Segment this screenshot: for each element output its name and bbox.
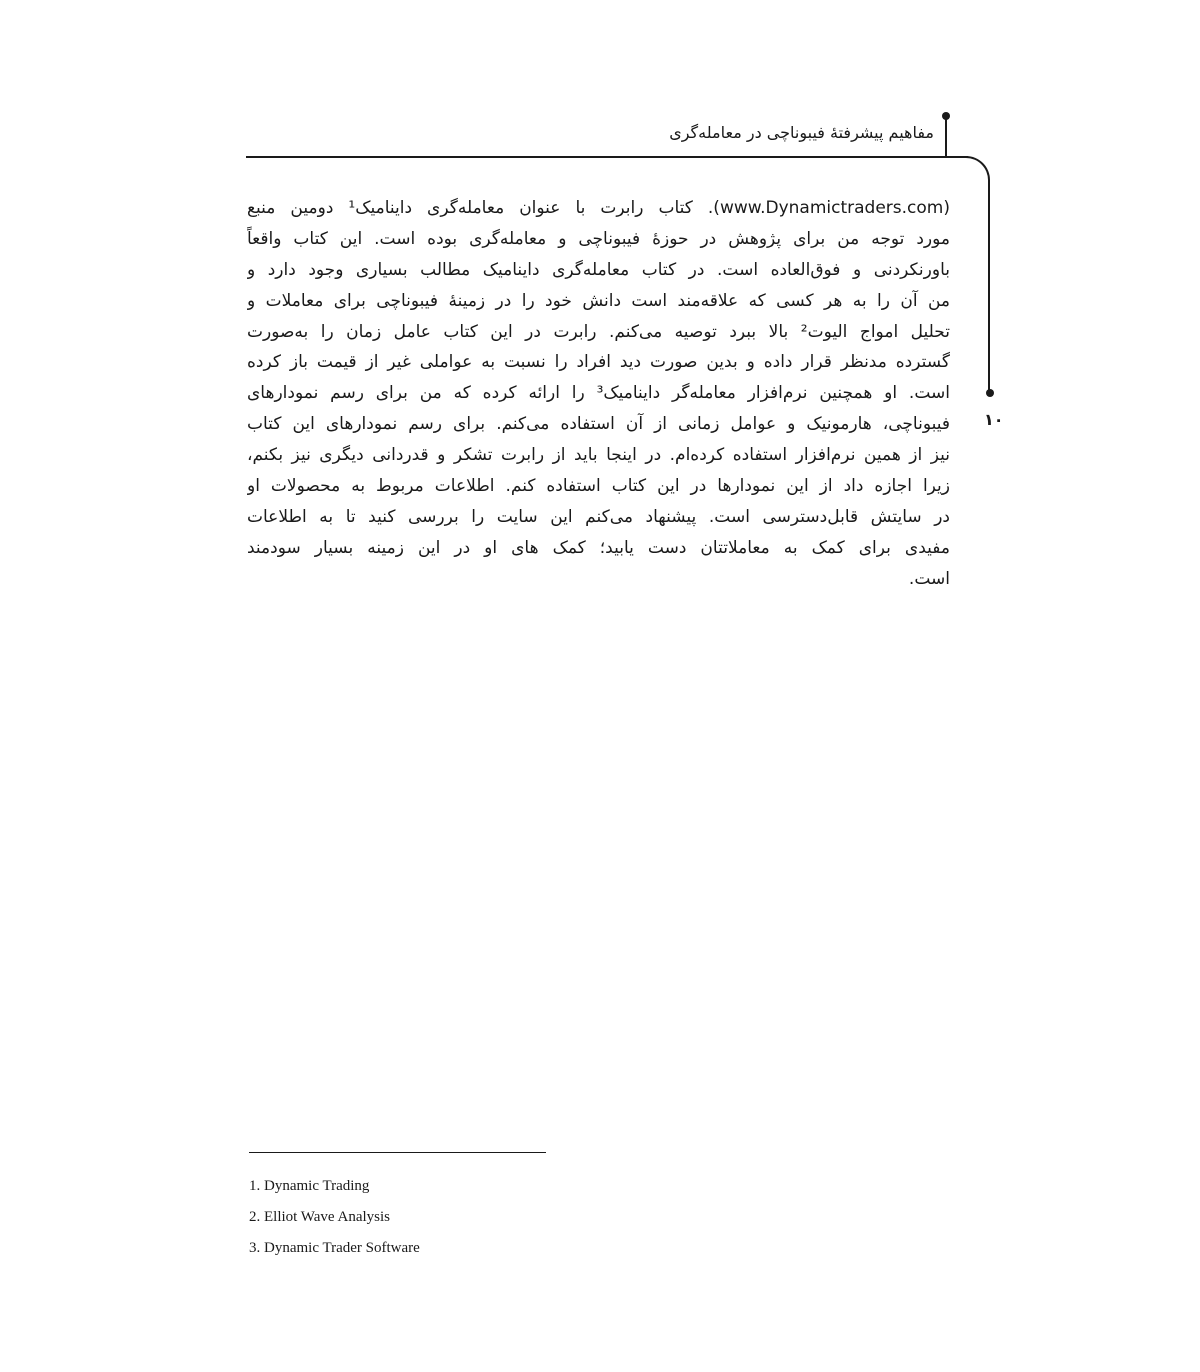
header-ornament-curve: [966, 156, 990, 186]
body-line: مورد توجه من برای پژوهش در حوزهٔ فیبوناچی و معامله‌گری بوده است. این کتاب واقعاً: [247, 228, 950, 249]
body-line: فیبوناچی، هارمونیک و عوامل زمانی از آن استفاده می‌کنم. برای رسم نمودارهای این کتاب: [247, 414, 950, 435]
body-line: تحلیل امواج الیوت² بالا ببرد توصیه می‌کنم. رابرت در این کتاب عامل زمان را به‌صورت: [247, 321, 950, 342]
side-ornament-dot-bottom: [986, 389, 994, 397]
header-ornament-tick: [945, 118, 947, 157]
footnote-separator: [249, 1152, 546, 1153]
body-line: است.: [908, 568, 950, 589]
body-line: زیرا اجازه داد از این نمودارها در این کتاب استفاده کنم. اطلاعات مربوط به محصولات او: [247, 476, 950, 497]
footnote: 3. Dynamic Trader Software: [249, 1240, 420, 1256]
footnotes: [249, 1174, 749, 1267]
running-head: مفاهیم پیشرفتهٔ فیبوناچی در معامله‌گری: [669, 123, 934, 142]
body-line: گسترده مدنظر قرار داده و بدین صورت دید افراد را نسبت به عواملی غیر از قیمت باز کرده: [247, 352, 950, 373]
body-line: من آن را به هر کسی که علاقه‌مند است دانش خود را در زمینهٔ فیبوناچی برای معاملات و: [247, 290, 950, 311]
body-line: نیز از همین نرم‌افزار استفاده کرده‌ام. در اینجا باید از رابرت تشکر و قدردانی دیگری نیز بکنم،: [247, 445, 950, 466]
body-line: در سایتش قابل‌دسترسی است. پیشنهاد می‌کنم این سایت را بررسی کنید تا به اطلاعات: [247, 506, 950, 527]
body-paragraph: [247, 193, 950, 595]
footnote: 1. Dynamic Trading: [249, 1178, 370, 1194]
side-ornament-rule: [988, 184, 990, 392]
footnote: 2. Elliot Wave Analysis: [249, 1209, 391, 1225]
body-line: مفیدی برای کمک به معاملاتتان دست یابید؛ کمک های او در این زمینه بسیار سودمند: [247, 537, 950, 558]
body-line: است. او همچنین نرم‌افزار معامله‌گر داینامیک³ را ارائه کرده که من برای رسم نمودارهای: [247, 383, 950, 404]
header-rule: [246, 156, 968, 158]
body-line: باورنکردنی و فوق‌العاده است. در کتاب معامله‌گری داینامیک مطالب بسیاری وجود دارد و: [247, 259, 950, 280]
page-number: ۱۰: [984, 410, 1004, 429]
body-line: (www.Dynamictraders.com). کتاب رابرت با عنوان معامله‌گری داینامیک¹ دومین منبع: [247, 198, 950, 218]
